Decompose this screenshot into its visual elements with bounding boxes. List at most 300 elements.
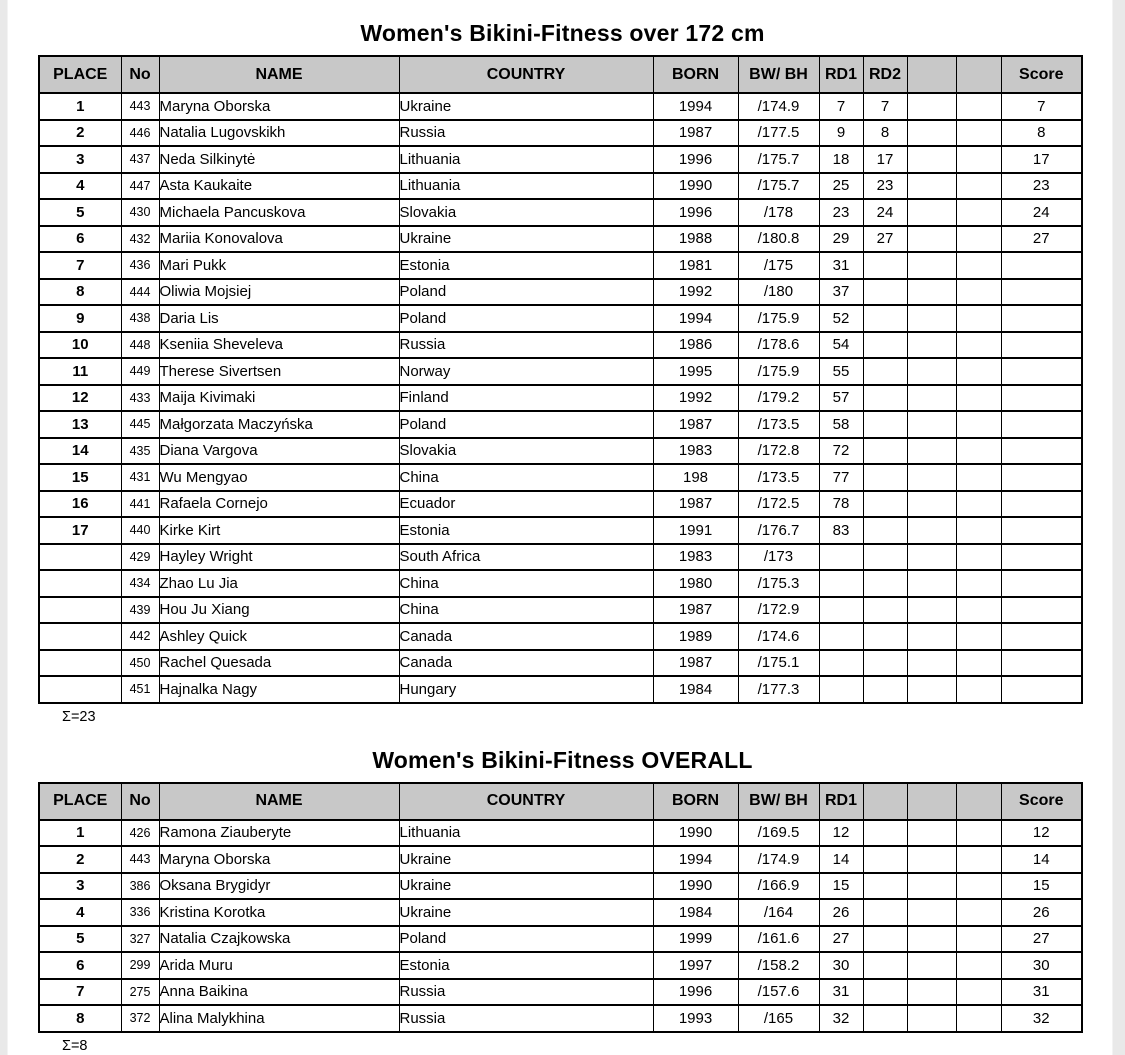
cell-born: 1987 xyxy=(653,120,738,147)
cell-blank xyxy=(907,873,956,900)
cell-no: 299 xyxy=(121,952,159,979)
cell-rd2 xyxy=(863,517,907,544)
cell-rd2 xyxy=(863,385,907,412)
cell-place: 13 xyxy=(39,411,121,438)
cell-country: Slovakia xyxy=(399,438,653,465)
cell-score: 30 xyxy=(1001,952,1082,979)
cell-blank xyxy=(956,544,1001,571)
cell-blank xyxy=(907,544,956,571)
cell-blank xyxy=(907,120,956,147)
cell-born: 1995 xyxy=(653,358,738,385)
header-score: Score xyxy=(1001,783,1082,820)
cell-blank xyxy=(956,952,1001,979)
cell-blank xyxy=(907,820,956,847)
cell-score xyxy=(1001,676,1082,703)
section-overall xyxy=(0,747,1125,1054)
cell-rd1: 12 xyxy=(819,820,863,847)
cell-country: Poland xyxy=(399,926,653,953)
cell-blank xyxy=(956,252,1001,279)
cell-blank xyxy=(863,820,907,847)
cell-score: 12 xyxy=(1001,820,1082,847)
cell-rd1 xyxy=(819,650,863,677)
cell-no: 430 xyxy=(121,199,159,226)
cell-blank xyxy=(907,926,956,953)
cell-rd2 xyxy=(863,491,907,518)
table-row xyxy=(39,252,1082,279)
header-country: COUNTRY xyxy=(399,783,653,820)
cell-born: 1987 xyxy=(653,411,738,438)
table-row xyxy=(39,676,1082,703)
sum-count: Σ=23 xyxy=(62,708,96,725)
table-row xyxy=(39,464,1082,491)
header-bw-bh: BW/ BH xyxy=(738,56,819,93)
cell-name: Mariia Konovalova xyxy=(159,226,399,253)
cell-no: 444 xyxy=(121,279,159,306)
cell-score xyxy=(1001,438,1082,465)
cell-place: 7 xyxy=(39,979,121,1006)
table-row xyxy=(39,623,1082,650)
cell-bw-bh: /169.5 xyxy=(738,820,819,847)
cell-born: 1996 xyxy=(653,146,738,173)
cell-blank xyxy=(907,1005,956,1032)
cell-no: 433 xyxy=(121,385,159,412)
cell-rd2 xyxy=(863,305,907,332)
cell-score: 23 xyxy=(1001,173,1082,200)
cell-place: 4 xyxy=(39,173,121,200)
cell-born: 1987 xyxy=(653,650,738,677)
cell-place: 6 xyxy=(39,226,121,253)
page-title: Women's Bikini-Fitness over 172 cm xyxy=(360,20,765,46)
table-row xyxy=(39,873,1082,900)
sum-count: Σ=8 xyxy=(62,1037,88,1054)
cell-bw-bh: /166.9 xyxy=(738,873,819,900)
cell-rd2: 23 xyxy=(863,173,907,200)
header-born: BORN xyxy=(653,56,738,93)
cell-blank xyxy=(907,650,956,677)
cell-rd2: 17 xyxy=(863,146,907,173)
header-row xyxy=(39,56,1082,93)
cell-blank xyxy=(956,305,1001,332)
cell-blank xyxy=(863,873,907,900)
cell-place xyxy=(39,597,121,624)
cell-no: 440 xyxy=(121,517,159,544)
cell-no: 336 xyxy=(121,899,159,926)
cell-rd1: 72 xyxy=(819,438,863,465)
cell-no: 431 xyxy=(121,464,159,491)
cell-born: 1997 xyxy=(653,952,738,979)
cell-place xyxy=(39,623,121,650)
cell-rd2 xyxy=(863,570,907,597)
cell-country: Slovakia xyxy=(399,199,653,226)
table-row xyxy=(39,952,1082,979)
cell-country: Estonia xyxy=(399,952,653,979)
cell-place: 5 xyxy=(39,926,121,953)
cell-place: 8 xyxy=(39,279,121,306)
cell-born: 1992 xyxy=(653,279,738,306)
header-rd1: RD1 xyxy=(819,783,863,820)
cell-blank xyxy=(907,279,956,306)
cell-rd2: 27 xyxy=(863,226,907,253)
cell-score xyxy=(1001,279,1082,306)
cell-place: 15 xyxy=(39,464,121,491)
cell-no: 435 xyxy=(121,438,159,465)
cell-blank xyxy=(907,570,956,597)
cell-name: Oksana Brygidyr xyxy=(159,873,399,900)
cell-born: 1991 xyxy=(653,517,738,544)
cell-blank xyxy=(907,358,956,385)
cell-country: Poland xyxy=(399,411,653,438)
header-blank xyxy=(907,56,956,93)
table-row xyxy=(39,332,1082,359)
cell-born: 1990 xyxy=(653,873,738,900)
cell-rd2: 7 xyxy=(863,93,907,120)
cell-blank xyxy=(907,411,956,438)
cell-no: 441 xyxy=(121,491,159,518)
cell-bw-bh: /175.9 xyxy=(738,305,819,332)
cell-blank xyxy=(956,173,1001,200)
cell-name: Zhao Lu Jia xyxy=(159,570,399,597)
cell-name: Kirke Kirt xyxy=(159,517,399,544)
cell-blank xyxy=(956,517,1001,544)
cell-born: 1996 xyxy=(653,199,738,226)
cell-blank xyxy=(956,93,1001,120)
cell-blank xyxy=(956,438,1001,465)
cell-country: South Africa xyxy=(399,544,653,571)
cell-bw-bh: /175 xyxy=(738,252,819,279)
cell-score xyxy=(1001,385,1082,412)
cell-blank xyxy=(956,385,1001,412)
cell-rd1: 57 xyxy=(819,385,863,412)
cell-blank xyxy=(956,120,1001,147)
cell-bw-bh: /173.5 xyxy=(738,411,819,438)
cell-score: 32 xyxy=(1001,1005,1082,1032)
cell-score xyxy=(1001,650,1082,677)
cell-no: 434 xyxy=(121,570,159,597)
results-table-overall xyxy=(38,782,1083,1033)
cell-born: 1999 xyxy=(653,926,738,953)
cell-no: 450 xyxy=(121,650,159,677)
table-row xyxy=(39,899,1082,926)
cell-rd2 xyxy=(863,358,907,385)
cell-country: Norway xyxy=(399,358,653,385)
table-row xyxy=(39,597,1082,624)
cell-place: 17 xyxy=(39,517,121,544)
cell-country: Lithuania xyxy=(399,173,653,200)
cell-rd1 xyxy=(819,623,863,650)
cell-place: 5 xyxy=(39,199,121,226)
cell-bw-bh: /174.9 xyxy=(738,846,819,873)
cell-blank xyxy=(907,491,956,518)
cell-born: 1993 xyxy=(653,1005,738,1032)
cell-country: Ukraine xyxy=(399,899,653,926)
table-row xyxy=(39,93,1082,120)
cell-rd1: 26 xyxy=(819,899,863,926)
cell-born: 1987 xyxy=(653,491,738,518)
cell-place: 10 xyxy=(39,332,121,359)
cell-no: 432 xyxy=(121,226,159,253)
cell-no: 445 xyxy=(121,411,159,438)
cell-country: China xyxy=(399,597,653,624)
cell-score: 7 xyxy=(1001,93,1082,120)
table-row xyxy=(39,173,1082,200)
cell-bw-bh: /177.3 xyxy=(738,676,819,703)
cell-rd2 xyxy=(863,411,907,438)
table-row xyxy=(39,358,1082,385)
cell-bw-bh: /180.8 xyxy=(738,226,819,253)
cell-blank xyxy=(956,464,1001,491)
table-row xyxy=(39,820,1082,847)
cell-country: Russia xyxy=(399,979,653,1006)
cell-no: 372 xyxy=(121,1005,159,1032)
cell-blank xyxy=(907,93,956,120)
cell-bw-bh: /178 xyxy=(738,199,819,226)
cell-bw-bh: /173.5 xyxy=(738,464,819,491)
cell-score xyxy=(1001,570,1082,597)
cell-bw-bh: /164 xyxy=(738,899,819,926)
cell-no: 443 xyxy=(121,846,159,873)
cell-blank xyxy=(956,491,1001,518)
cell-bw-bh: /175.1 xyxy=(738,650,819,677)
cell-born: 1990 xyxy=(653,173,738,200)
cell-name: Diana Vargova xyxy=(159,438,399,465)
cell-no: 275 xyxy=(121,979,159,1006)
header-rd2: RD2 xyxy=(863,56,907,93)
cell-born: 1996 xyxy=(653,979,738,1006)
cell-blank xyxy=(907,305,956,332)
cell-country: Ukraine xyxy=(399,846,653,873)
table-row xyxy=(39,491,1082,518)
cell-blank xyxy=(956,846,1001,873)
cell-rd1 xyxy=(819,597,863,624)
cell-blank xyxy=(907,226,956,253)
cell-country: Russia xyxy=(399,1005,653,1032)
cell-blank xyxy=(907,438,956,465)
cell-rd2 xyxy=(863,438,907,465)
header-score: Score xyxy=(1001,56,1082,93)
cell-no: 448 xyxy=(121,332,159,359)
table-row xyxy=(39,279,1082,306)
cell-no: 447 xyxy=(121,173,159,200)
cell-rd2 xyxy=(863,279,907,306)
cell-place: 1 xyxy=(39,93,121,120)
cell-country: Russia xyxy=(399,120,653,147)
cell-name: Arida Muru xyxy=(159,952,399,979)
table-row xyxy=(39,146,1082,173)
cell-no: 439 xyxy=(121,597,159,624)
cell-born: 1989 xyxy=(653,623,738,650)
cell-blank xyxy=(863,846,907,873)
cell-bw-bh: /172.5 xyxy=(738,491,819,518)
cell-name: Hajnalka Nagy xyxy=(159,676,399,703)
cell-blank xyxy=(956,979,1001,1006)
results-table-over-172cm xyxy=(38,55,1083,704)
cell-rd1: 27 xyxy=(819,926,863,953)
cell-rd2 xyxy=(863,544,907,571)
cell-name: Maija Kivimaki xyxy=(159,385,399,412)
cell-born: 1984 xyxy=(653,676,738,703)
cell-score: 27 xyxy=(1001,926,1082,953)
cell-name: Therese Sivertsen xyxy=(159,358,399,385)
cell-rd1: 32 xyxy=(819,1005,863,1032)
cell-name: Mari Pukk xyxy=(159,252,399,279)
cell-place: 9 xyxy=(39,305,121,332)
cell-name: Wu Mengyao xyxy=(159,464,399,491)
cell-score: 26 xyxy=(1001,899,1082,926)
cell-born: 1987 xyxy=(653,597,738,624)
cell-rd2 xyxy=(863,623,907,650)
cell-blank xyxy=(956,597,1001,624)
cell-blank xyxy=(907,952,956,979)
cell-place: 7 xyxy=(39,252,121,279)
header-blank xyxy=(863,783,907,820)
cell-name: Daria Lis xyxy=(159,305,399,332)
cell-place: 14 xyxy=(39,438,121,465)
cell-name: Rachel Quesada xyxy=(159,650,399,677)
cell-blank xyxy=(956,926,1001,953)
cell-score xyxy=(1001,491,1082,518)
cell-name: Rafaela Cornejo xyxy=(159,491,399,518)
cell-blank xyxy=(907,332,956,359)
cell-born: 198 xyxy=(653,464,738,491)
table-row xyxy=(39,120,1082,147)
table-row xyxy=(39,305,1082,332)
cell-blank xyxy=(907,199,956,226)
cell-blank xyxy=(863,926,907,953)
cell-bw-bh: /180 xyxy=(738,279,819,306)
cell-name: Natalia Lugovskikh xyxy=(159,120,399,147)
cell-country: Hungary xyxy=(399,676,653,703)
cell-rd1 xyxy=(819,544,863,571)
table-row xyxy=(39,1005,1082,1032)
cell-place: 2 xyxy=(39,120,121,147)
cell-rd2 xyxy=(863,332,907,359)
cell-blank xyxy=(956,332,1001,359)
cell-place: 12 xyxy=(39,385,121,412)
cell-born: 1988 xyxy=(653,226,738,253)
cell-score xyxy=(1001,464,1082,491)
cell-no: 436 xyxy=(121,252,159,279)
cell-rd1: 77 xyxy=(819,464,863,491)
cell-country: Ecuador xyxy=(399,491,653,518)
cell-rd1: 54 xyxy=(819,332,863,359)
cell-blank xyxy=(863,899,907,926)
cell-score: 17 xyxy=(1001,146,1082,173)
cell-score: 14 xyxy=(1001,846,1082,873)
cell-rd1: 14 xyxy=(819,846,863,873)
cell-rd1: 83 xyxy=(819,517,863,544)
cell-name: Neda Silkinytė xyxy=(159,146,399,173)
cell-name: Ashley Quick xyxy=(159,623,399,650)
cell-place: 4 xyxy=(39,899,121,926)
header-rd1: RD1 xyxy=(819,56,863,93)
cell-score: 8 xyxy=(1001,120,1082,147)
table-row xyxy=(39,199,1082,226)
cell-bw-bh: /175.9 xyxy=(738,358,819,385)
cell-no: 437 xyxy=(121,146,159,173)
header-row xyxy=(39,783,1082,820)
header-place: PLACE xyxy=(39,56,121,93)
header-blank xyxy=(907,783,956,820)
cell-name: Kseniia Sheveleva xyxy=(159,332,399,359)
cell-rd1 xyxy=(819,676,863,703)
cell-blank xyxy=(956,226,1001,253)
cell-bw-bh: /176.7 xyxy=(738,517,819,544)
cell-no: 451 xyxy=(121,676,159,703)
cell-born: 1992 xyxy=(653,385,738,412)
table-row xyxy=(39,517,1082,544)
header-no: No xyxy=(121,56,159,93)
cell-place: 3 xyxy=(39,146,121,173)
cell-no: 429 xyxy=(121,544,159,571)
cell-blank xyxy=(907,676,956,703)
table-row xyxy=(39,226,1082,253)
cell-rd2 xyxy=(863,464,907,491)
cell-place: 1 xyxy=(39,820,121,847)
cell-country: Lithuania xyxy=(399,820,653,847)
cell-name: Hayley Wright xyxy=(159,544,399,571)
cell-bw-bh: /174.9 xyxy=(738,93,819,120)
cell-score xyxy=(1001,305,1082,332)
cell-born: 1994 xyxy=(653,93,738,120)
cell-bw-bh: /173 xyxy=(738,544,819,571)
cell-score xyxy=(1001,623,1082,650)
cell-blank xyxy=(956,873,1001,900)
cell-blank xyxy=(907,623,956,650)
cell-bw-bh: /175.7 xyxy=(738,146,819,173)
cell-rd1: 58 xyxy=(819,411,863,438)
cell-no: 426 xyxy=(121,820,159,847)
table-row xyxy=(39,544,1082,571)
table-row xyxy=(39,650,1082,677)
cell-score xyxy=(1001,252,1082,279)
cell-name: Hou Ju Xiang xyxy=(159,597,399,624)
cell-place: 6 xyxy=(39,952,121,979)
cell-born: 1981 xyxy=(653,252,738,279)
table-row xyxy=(39,846,1082,873)
header-no: No xyxy=(121,783,159,820)
cell-blank xyxy=(907,146,956,173)
header-bw-bh: BW/ BH xyxy=(738,783,819,820)
header-place: PLACE xyxy=(39,783,121,820)
cell-place: 2 xyxy=(39,846,121,873)
table-row xyxy=(39,438,1082,465)
cell-rd2: 24 xyxy=(863,199,907,226)
cell-country: Poland xyxy=(399,279,653,306)
header-born: BORN xyxy=(653,783,738,820)
cell-bw-bh: /179.2 xyxy=(738,385,819,412)
cell-rd1: 29 xyxy=(819,226,863,253)
cell-rd1: 31 xyxy=(819,979,863,1006)
cell-rd1: 78 xyxy=(819,491,863,518)
cell-score xyxy=(1001,411,1082,438)
cell-place: 8 xyxy=(39,1005,121,1032)
cell-name: Maryna Oborska xyxy=(159,93,399,120)
cell-name: Natalia Czajkowska xyxy=(159,926,399,953)
header-name: NAME xyxy=(159,56,399,93)
cell-score: 24 xyxy=(1001,199,1082,226)
cell-name: Maryna Oborska xyxy=(159,846,399,873)
cell-born: 1983 xyxy=(653,544,738,571)
table-row xyxy=(39,926,1082,953)
cell-bw-bh: /175.7 xyxy=(738,173,819,200)
cell-blank xyxy=(956,279,1001,306)
cell-bw-bh: /175.3 xyxy=(738,570,819,597)
cell-rd1: 52 xyxy=(819,305,863,332)
cell-country: Ukraine xyxy=(399,93,653,120)
cell-blank xyxy=(907,464,956,491)
section-divider xyxy=(0,725,1125,747)
cell-no: 327 xyxy=(121,926,159,953)
